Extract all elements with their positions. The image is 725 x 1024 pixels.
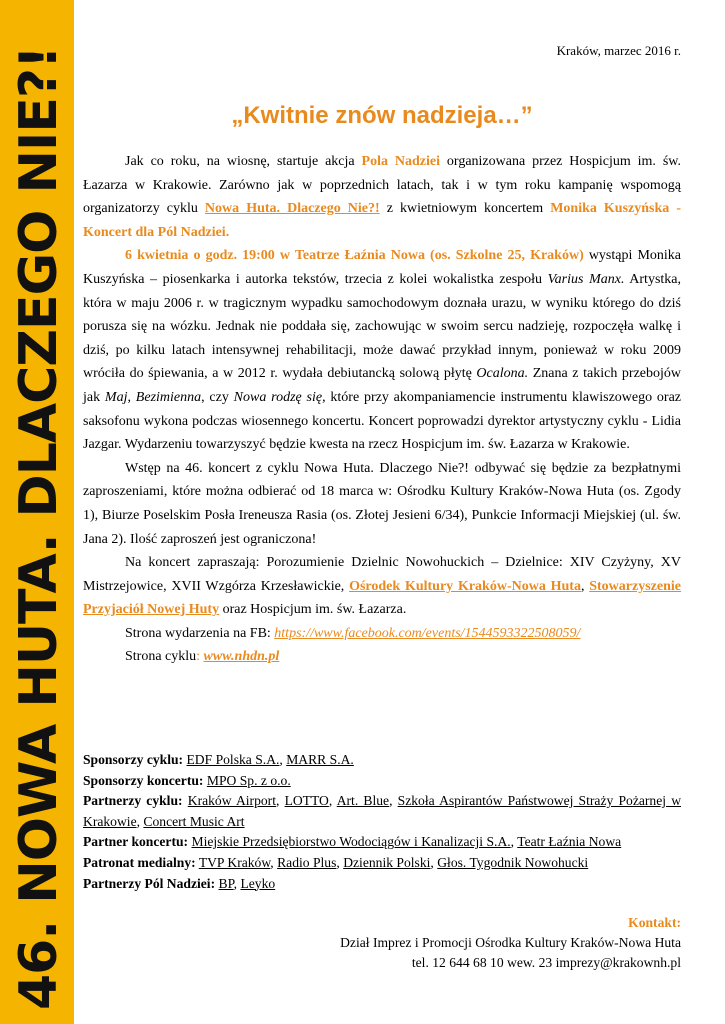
contact-block (340, 913, 681, 973)
cycle-line (83, 645, 681, 669)
paragraph-intro (83, 150, 681, 244)
page-title: „Kwitnie znów nadzieja…” (231, 102, 533, 129)
partner-link[interactable]: Art. Blue (336, 793, 390, 809)
date-line: Kraków, marzec 2016 r. (556, 43, 681, 58)
song-name: Maj (104, 389, 128, 405)
contact-title: Kontakt: (628, 915, 681, 930)
text: : (196, 649, 204, 665)
link-osrodek-kultury[interactable]: Ośrodek Kultury Kraków-Nowa Huta (349, 578, 581, 594)
contact-phone-email[interactable]: tel. 12 644 68 10 wew. 23 imprezy@krakownh.pl (411, 955, 681, 970)
row-label: Partner koncertu: (83, 834, 189, 850)
paragraph-tickets: Wstęp na 46. koncert z cyklu Nowa Huta. Dlaczego Nie?! odbywać się będzie za bezpłatnymi zaproszeniami, które można odbierać od 18 marca w: Ośrodku Kultury Kraków-Nowa Huta (os. Zgody 1), Biurze Poselskim Posła Ireneusza Rasia (os. Złotej Jesieni 6/34), Punkcie Informacji Miejskiej (ul. św. Jana 2). Ilość zaproszeń jest ograniczona! (83, 460, 681, 547)
partner-link[interactable]: TVP Kraków (198, 854, 271, 870)
highlight-concert-name: Monika Kuszyńska - Koncert dla Pól Nadziei. (83, 201, 681, 240)
partner-link[interactable]: MARR S.A. (286, 752, 354, 767)
fb-label: Strona wydarzenia na FB: (125, 625, 275, 641)
media-row: Patronat medialny: TVP Kraków, Radio Plus, Dziennik Polski, Głos. Tygodnik Nowohucki (83, 854, 589, 870)
text: organizowana przez Hospicjum im. św. Łazarza w Krakowie. Zarówno jak w poprzednich latach, tak i w tym roku kampanię wspomogą organizatorzy cyklu (83, 154, 681, 217)
partner-link[interactable]: MPO Sp. z o.o. (206, 772, 291, 788)
partner-link[interactable]: Kraków Airport (187, 793, 276, 809)
row-label: Partnerzy cyklu: (83, 793, 183, 809)
fb-line (83, 622, 681, 646)
fields-partners-row: Partnerzy Pól Nadziei: BP, Leyko (83, 875, 276, 891)
text: z kwietniowym koncertem (379, 201, 551, 217)
partner-link[interactable]: Głos. Tygodnik Nowohucki (437, 854, 589, 870)
fb-event-link[interactable]: https://www.facebook.com/events/1544593322508059/ (274, 625, 581, 641)
partner-concert-row: Partner koncertu: Miejskie Przedsiębiorstwo Wodociągów i Kanalizacji S.A., Teatr Łaźnia Nowa (83, 834, 622, 850)
partner-link[interactable]: LOTTO (284, 793, 329, 809)
link-nowa-huta[interactable]: Nowa Huta. Dlaczego Nie?! (204, 201, 380, 217)
row-label: Partnerzy Pól Nadziei: (83, 875, 216, 891)
text: , (580, 578, 590, 594)
text: wystąpi Monika Kuszyńska – piosenkarka i autorka tekstów, trzecia z kolei wokalistka zespołu (83, 248, 682, 287)
highlight-event-date: 6 kwietnia o godz. 19:00 w Teatrze Łaźnia Nowa (os. Szkolne 25, Kraków) (125, 248, 584, 264)
sponsors-cycle-row: Sponsorzy cyklu: EDF Polska S.A., MARR S.A. (83, 752, 354, 767)
cycle-label: Strona cyklu (125, 649, 197, 665)
partners-section (83, 750, 681, 894)
side-banner (0, 0, 74, 1024)
body-text (83, 150, 681, 669)
row-label: Patronat medialny: (83, 854, 196, 870)
partners-cycle-row: Partnerzy cyklu: Kraków Airport, LOTTO, Art. Blue, Szkoła Aspirantów Państwowej Straży Pożarnej w Krakowie, Concert Music Art (83, 793, 682, 829)
text: Artystka, która w maju 2006 r. w tragicznym wypadku samochodowym doznała urazu, w wyniku którego do dziś porusza się na wózku. Jednak nie poddała się, zachowując w swoim sercu nadzieję, rozpoczęła walkę i dziś, po kilku latach intensywnej rehabilitacji, może dawać przykład innym, ponieważ w roku 2009 wróciła do śpiewania, a w 2012 r. wydała debiutancką solową płytę (83, 271, 681, 382)
text: Znana z takich przebojów jak (83, 366, 682, 405)
text: , czy (201, 389, 234, 405)
sponsors-concert-row (83, 771, 681, 792)
partner-link[interactable]: EDF Polska S.A. (186, 752, 280, 767)
text: oraz Hospicjum im. św. Łazarza. (219, 602, 407, 618)
link-stowarzyszenie[interactable]: Stowarzyszenie Przyjaciół Nowej Huty (83, 578, 681, 618)
partner-link[interactable]: Dziennik Polski (343, 854, 431, 870)
text: Na koncert zapraszają: Porozumienie Dzielnic Nowohuckich – Dzielnice: XIV Czyżyny, XV Mistrzejowice, XVII Wzgórza Krzesławickie, (83, 555, 681, 594)
text: Jak co roku, na wiosnę, startuje akcja (125, 154, 362, 169)
text: , (127, 389, 136, 405)
text: , które przy akompaniamencie instrumentu klawiszowego oraz saksofonu wykona podczas wiosennego koncertu. Koncert poprowadzi dyrektor artystyczny cyklu - Lidia Jazgar. Wydarzeniu towarzyszyć będzie kwesta na rzecz Hospicjum im. św. Łazarza w Krakowie. (83, 389, 681, 453)
cycle-website-link[interactable]: www.nhdn.pl (203, 649, 280, 665)
partner-link[interactable]: Concert Music Art (143, 813, 245, 829)
partner-link[interactable]: Szkoła Aspirantów Państwowej Straży Pożarnej w Krakowie (83, 793, 682, 829)
row-label: Sponsorzy cyklu: (83, 752, 184, 767)
row-label: Sponsorzy koncertu: (83, 772, 204, 788)
contact-department: Dział Imprez i Promocji Ośrodka Kultury Kraków-Nowa Huta (340, 935, 681, 950)
paragraph-invitation (83, 551, 681, 622)
album-name: Ocalona. (476, 366, 529, 382)
paragraph-artist (83, 244, 681, 456)
partner-link[interactable]: Radio Plus (277, 854, 337, 870)
highlight-pola-nadziei: Pola Nadziei (361, 154, 440, 169)
song-name: Nowa rodzę się (233, 389, 323, 405)
partner-link[interactable]: Miejskie Przedsiębiorstwo Wodociągów i Kanalizacji S.A. (191, 834, 511, 850)
partner-link[interactable]: BP (218, 875, 234, 891)
partner-link[interactable]: Teatr Łaźnia Nowa (517, 834, 622, 850)
song-name: Bezimienna (135, 389, 202, 405)
side-banner-text: 46. NOWA HUTA. DLACZEGO NIE?! (9, 46, 69, 1010)
partner-link[interactable]: Leyko (240, 875, 276, 891)
band-name: Varius Manx. (547, 271, 625, 287)
